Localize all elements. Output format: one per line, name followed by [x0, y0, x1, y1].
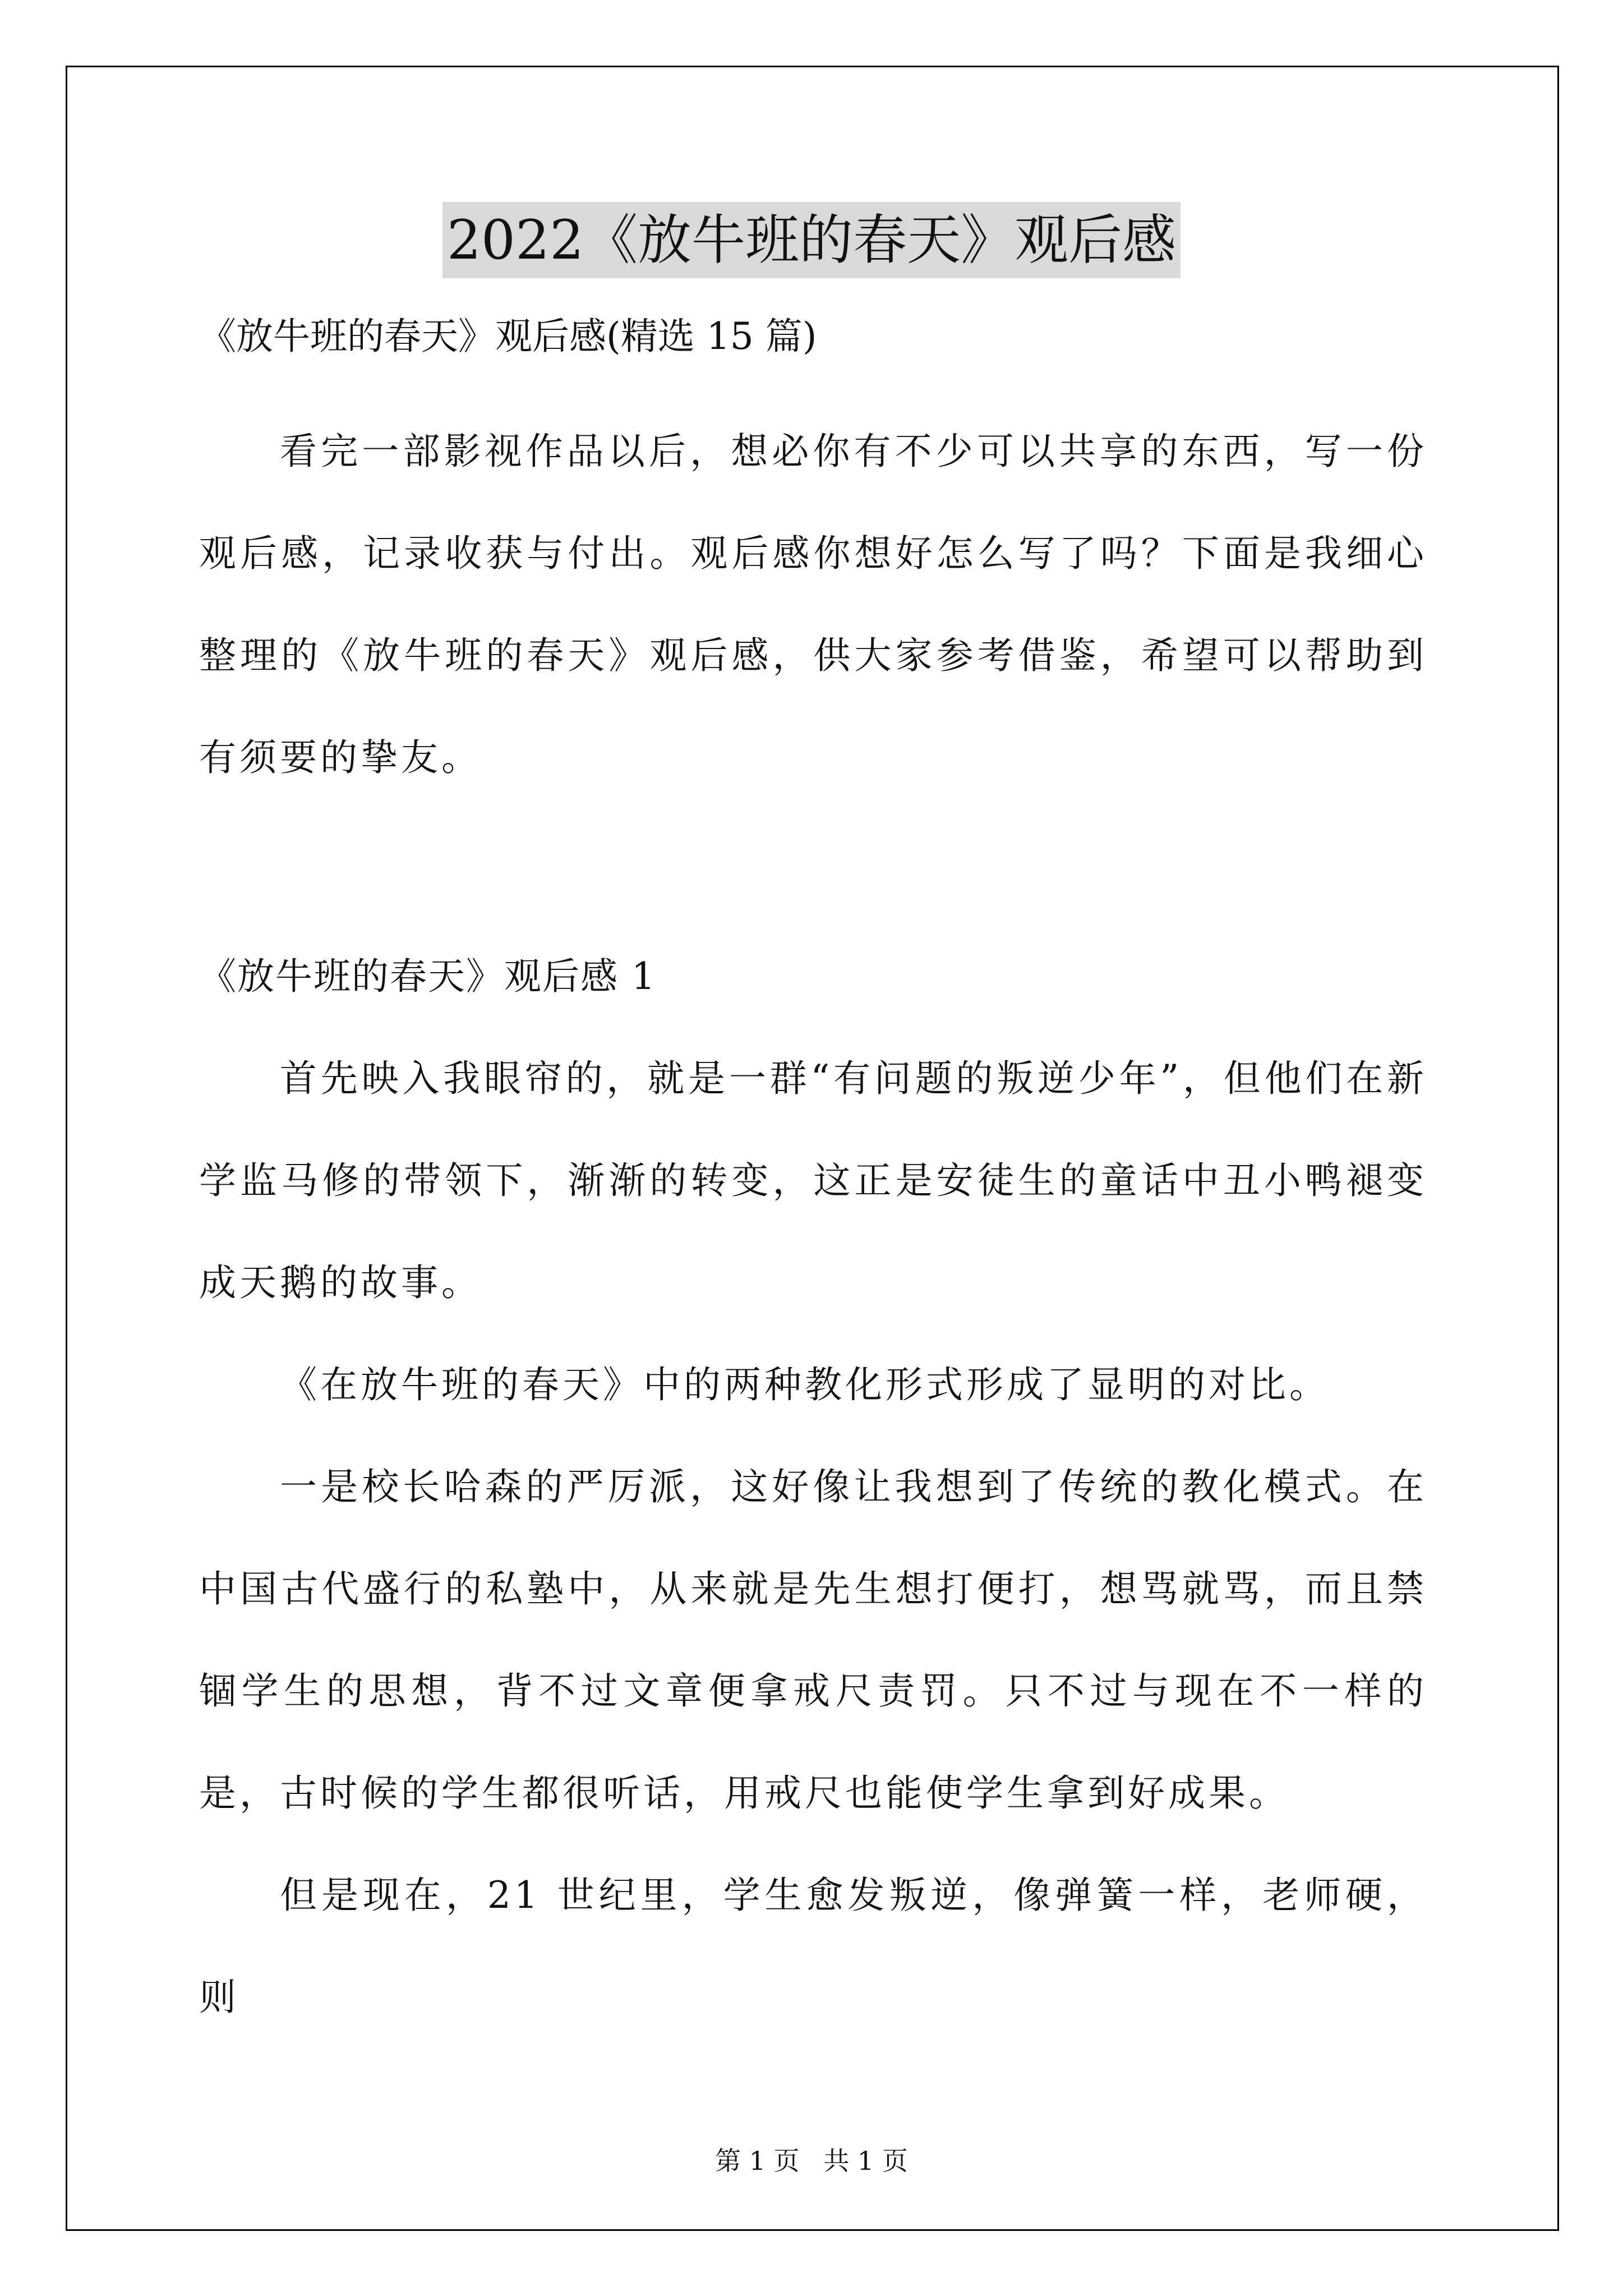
- page-total: 共 1 页: [823, 2146, 908, 2176]
- body-paragraph-4: 但是现在，21 世纪里，学生愈发叛逆，像弹簧一样，老师硬，则: [199, 1874, 1427, 2019]
- page-footer: [0, 2145, 1623, 2177]
- section-heading: 《放牛班的春天》观后感 1: [199, 955, 656, 998]
- title-wrap: [0, 202, 1623, 278]
- body-paragraph-3: 一是校长哈森的严厉派，这好像让我想到了传统的教化模式。在中国古代盛行的私塾中，从来就是先生想打便打，想骂就骂，而且禁锢学生的思想，背不过文章便拿戒尺责罚。只不过与现在不一样的是，古时候的学生都很听话，用戒尺也能使学生拿到好成果。: [199, 1465, 1427, 1815]
- body-paragraph-2: 《在放牛班的春天》中的两种教化形式形成了显明的对比。: [280, 1363, 1330, 1406]
- intro-paragraph: 看完一部影视作品以后，想必你有不少可以共享的东西，写一份观后感，记录收获与付出。观后感你想好怎么写了吗？下面是我细心整理的《放牛班的春天》观后感，供大家参考借鉴，希望可以帮助到有须要的挚友。: [199, 430, 1427, 779]
- document-title: 2022《放牛班的春天》观后感: [442, 202, 1181, 278]
- page-number: 第 1 页: [715, 2146, 800, 2176]
- document-body: [199, 303, 1427, 2049]
- body-paragraph-1: 首先映入我眼帘的，就是一群“有问题的叛逆少年”，但他们在新学监马修的带领下，渐渐的转变，这正是安徒生的童话中丑小鸭褪变成天鹅的故事。: [199, 1057, 1427, 1304]
- document-subtitle: 《放牛班的春天》观后感(精选 15 篇): [199, 315, 817, 358]
